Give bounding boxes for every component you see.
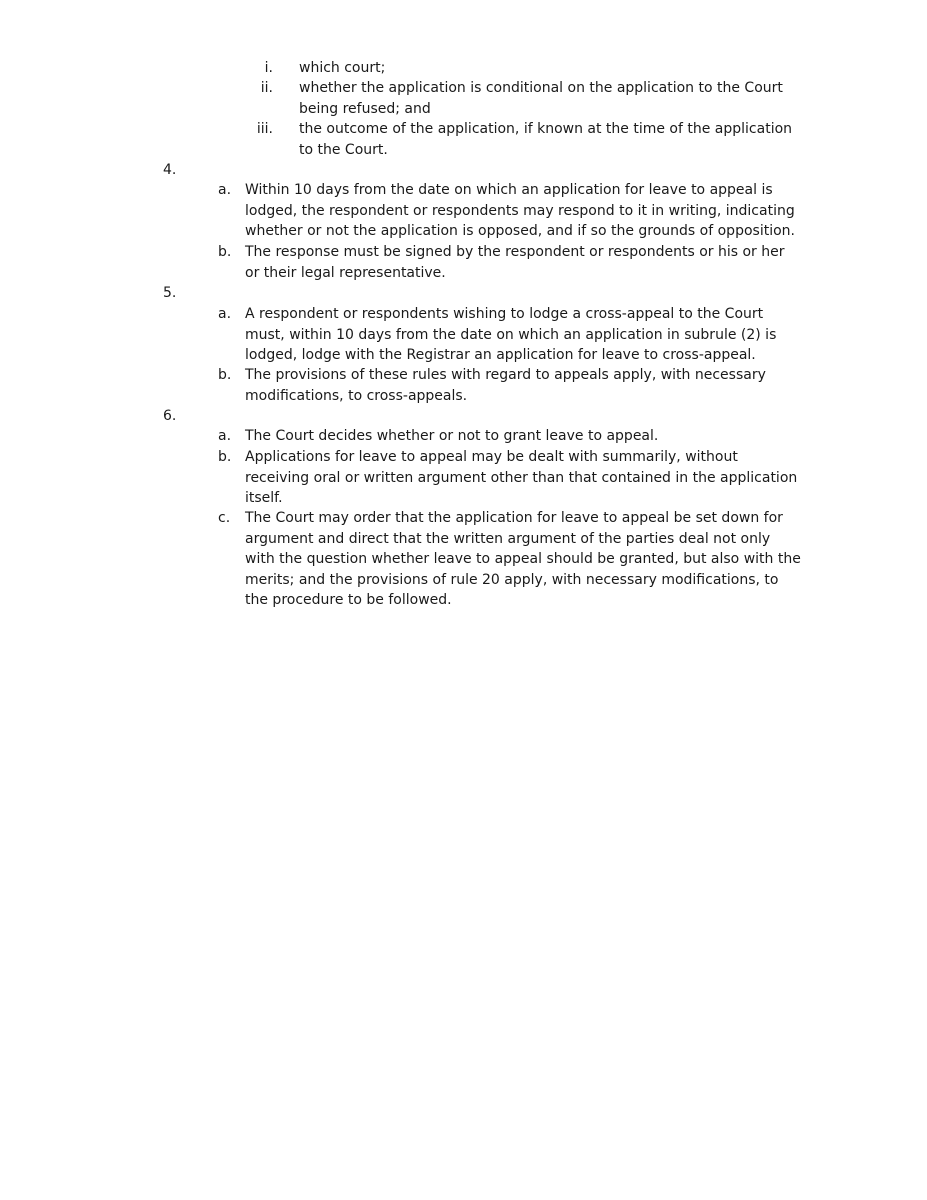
text-line: The response must be signed by the respondent or respondents or his or her — [245, 244, 785, 260]
section-number: 4. — [163, 162, 177, 178]
text-line: whether the application is conditional on the application to the Court — [299, 80, 783, 96]
roman-marker: i. — [264, 60, 273, 76]
text-line: whether or not the application is opposed, and if so the grounds of opposition. — [245, 223, 795, 239]
text-line: Within 10 days from the date on which an application for leave to appeal is — [245, 182, 773, 198]
item-text — [245, 180, 805, 242]
text-line: which court; — [299, 60, 386, 76]
item-text — [245, 426, 805, 447]
text-line: The Court may order that the application for leave to appeal be set down for — [245, 510, 783, 526]
text-line: The Court decides whether or not to grant leave to appeal. — [245, 428, 659, 444]
item-text — [245, 242, 805, 283]
text-line: A respondent or respondents wishing to lodge a cross-appeal to the Court — [245, 306, 764, 322]
roman-item-text — [299, 119, 799, 160]
item-text — [245, 508, 805, 611]
item-text — [245, 447, 805, 509]
text-line: receiving oral or written argument other than that contained in the application — [245, 469, 798, 486]
text-line: Applications for leave to appeal may be dealt with summarily, without — [245, 449, 738, 465]
item-text — [245, 365, 805, 406]
item-marker: b. — [218, 449, 232, 465]
text-line: itself. — [245, 490, 283, 506]
item-marker: a. — [218, 306, 232, 322]
item-marker: a. — [218, 428, 232, 444]
text-line: argument and direct that the written argument of the parties deal not only — [245, 530, 771, 547]
text-line: to the Court. — [299, 141, 388, 158]
text-line: merits; and the provisions of rule 20 apply, with necessary modifications, to — [245, 571, 779, 588]
item-marker: a. — [218, 182, 232, 198]
text-line: must, within 10 days from the date on which an application in subrule (2) is — [245, 326, 777, 343]
item-marker: b. — [218, 367, 232, 383]
item-text — [245, 304, 805, 366]
roman-item-text — [299, 58, 799, 79]
text-line: with the question whether leave to appeal should be granted, but also with the — [245, 551, 801, 567]
roman-item-text — [299, 78, 799, 119]
section-number: 6. — [163, 408, 177, 424]
item-marker: c. — [218, 510, 231, 526]
text-line: modifications, to cross-appeals. — [245, 387, 468, 404]
roman-marker: iii. — [256, 121, 273, 137]
text-line: being refused; and — [299, 100, 431, 117]
roman-marker: ii. — [260, 80, 273, 96]
text-line: lodged, the respondent or respondents may respond to it in writing, indicating — [245, 202, 795, 219]
text-line: the procedure to be followed. — [245, 592, 452, 608]
text-line: the outcome of the application, if known at the time of the application — [299, 121, 793, 137]
item-marker: b. — [218, 244, 232, 260]
section-number: 5. — [163, 285, 177, 301]
text-line: The provisions of these rules with regard to appeals apply, with necessary — [245, 367, 766, 383]
text-line: lodged, lodge with the Registrar an application for leave to cross-appeal. — [245, 347, 756, 363]
text-line: or their legal representative. — [245, 264, 446, 281]
